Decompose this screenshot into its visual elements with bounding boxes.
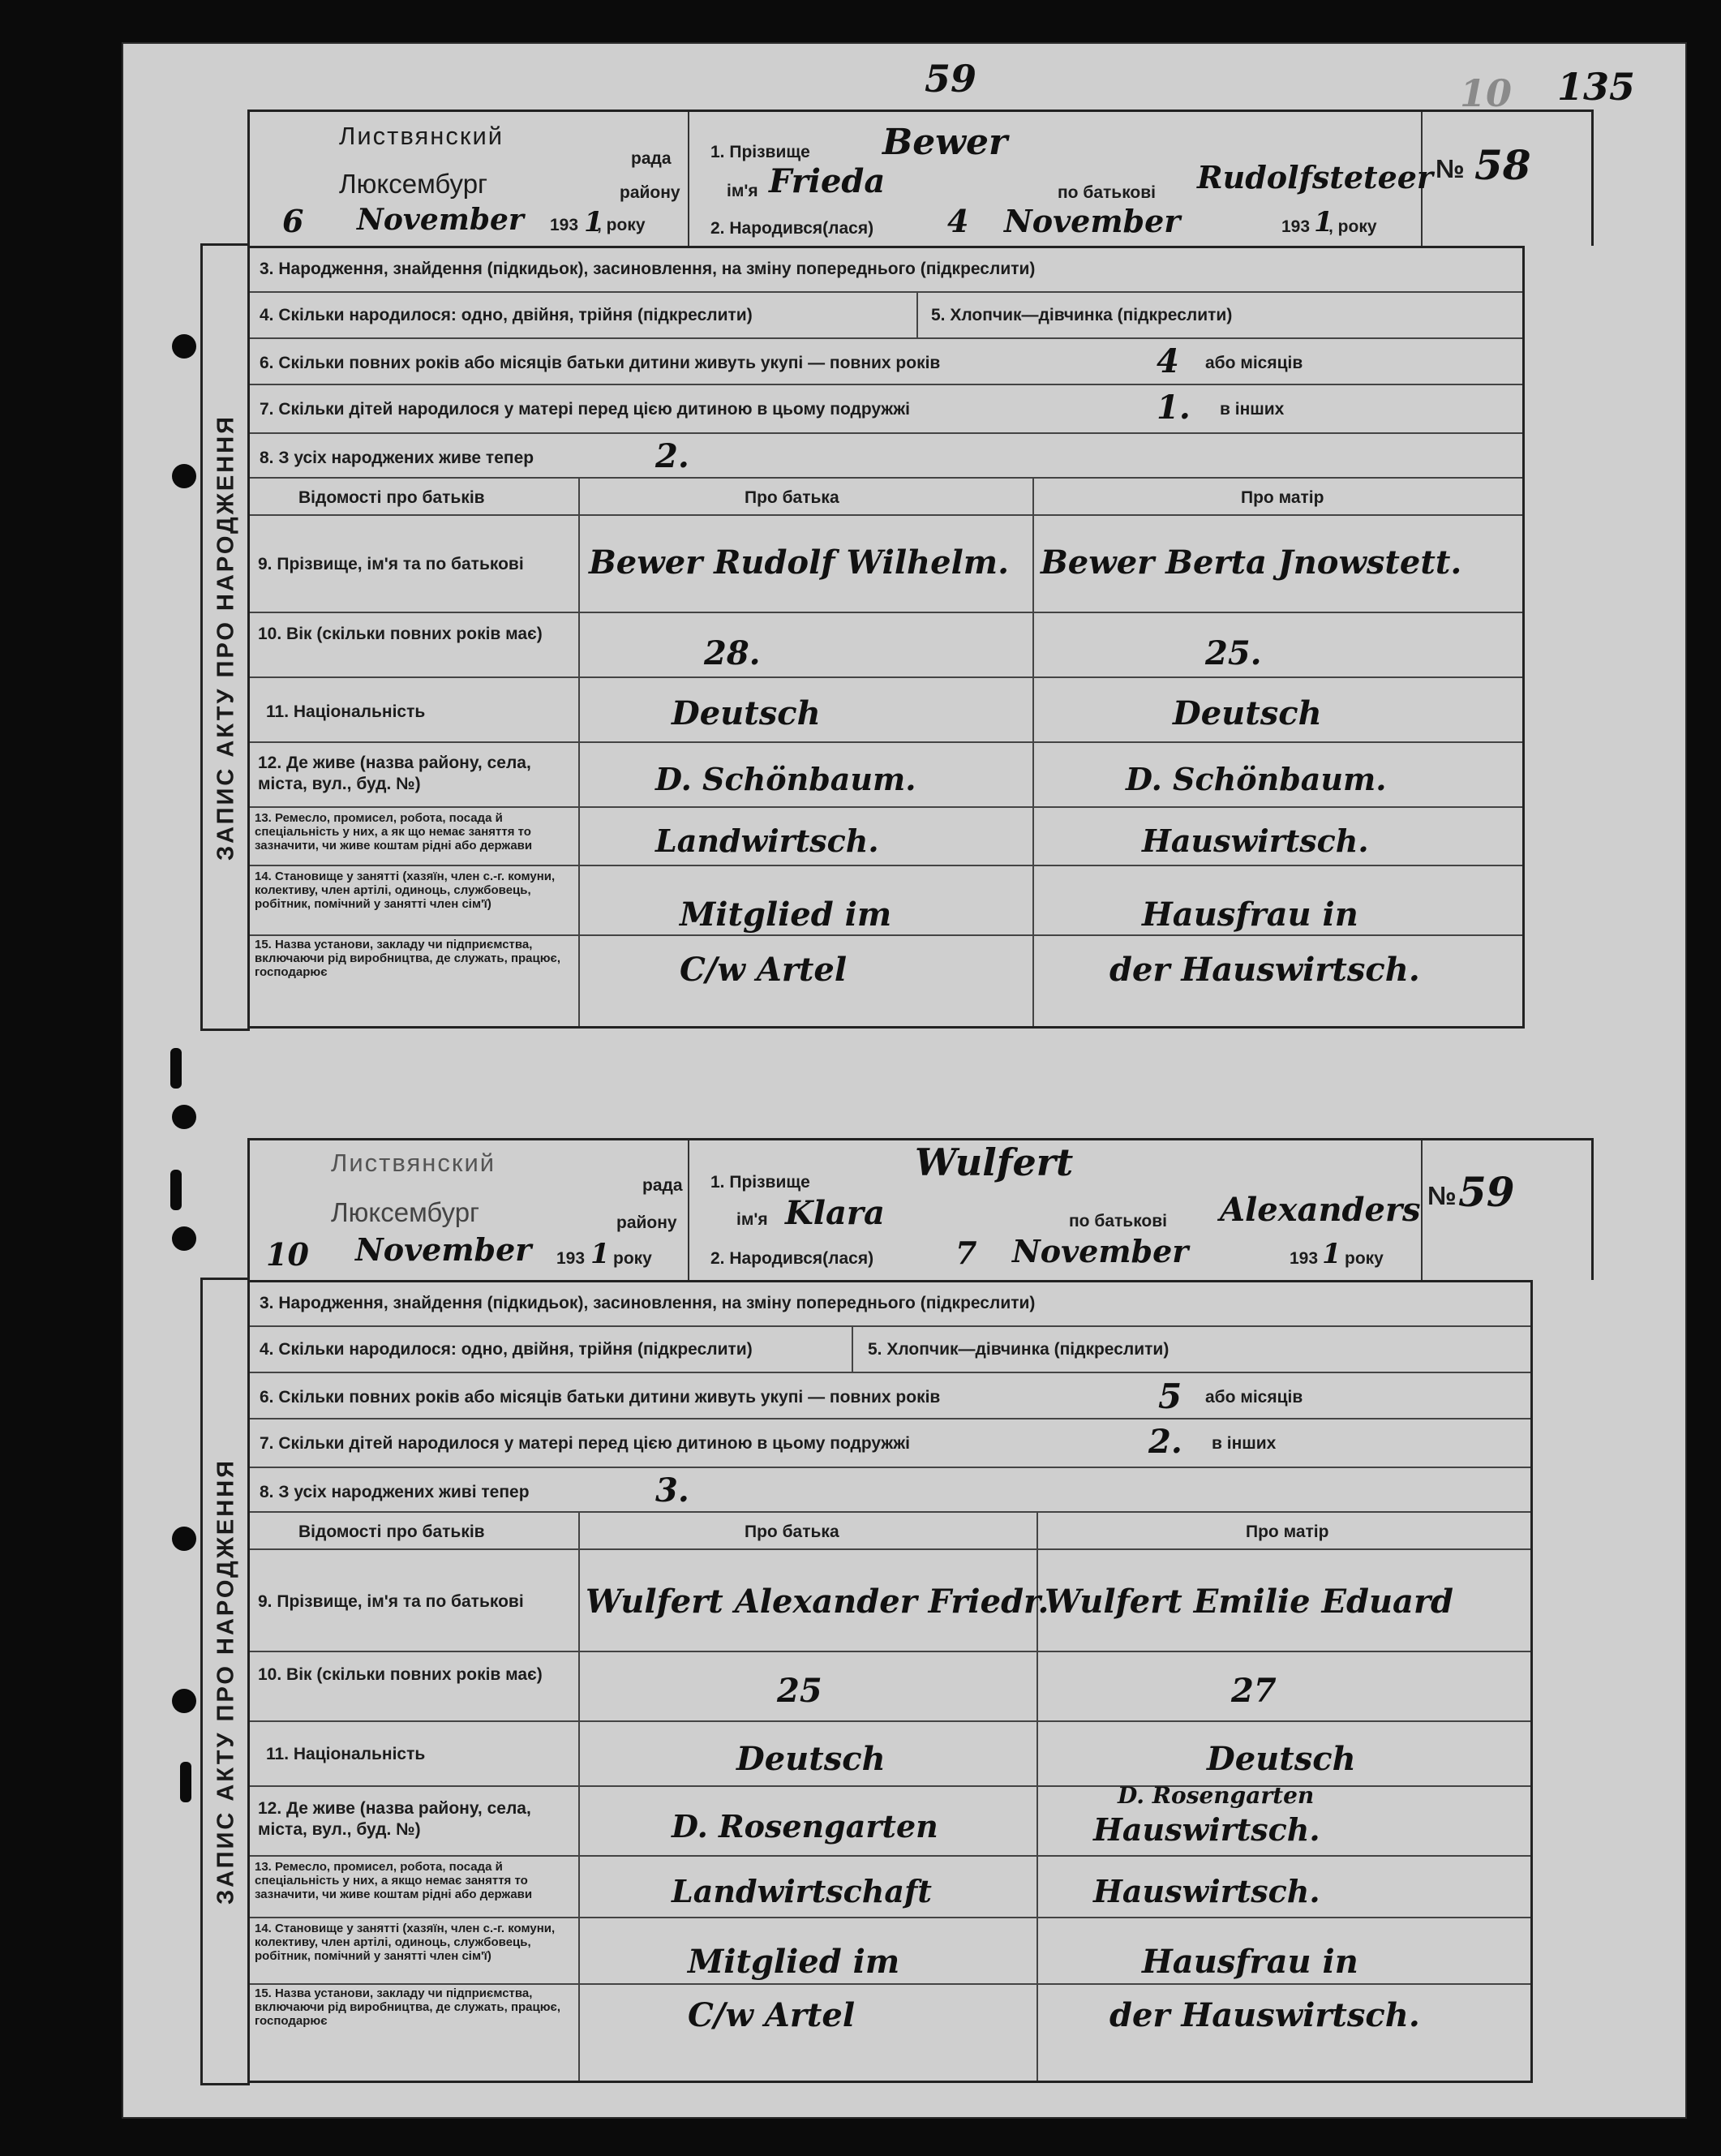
district-label: району [616,1213,677,1232]
table-row-10 [250,613,1522,678]
sidebar-title: ЗАПИС АКТУ ПРО НАРОДЖЕННЯ [212,1458,239,1905]
row-3 [250,1282,1530,1327]
archive-number: 135 [1557,65,1636,109]
row-4-text: 4. Скільки народилося: одно, двійня, трійня (підкреслити) [260,1340,753,1359]
row-6-years: 4 [1157,342,1179,380]
registration-year-label: , року [597,216,646,234]
born-day: 7 [955,1235,977,1271]
row-9-label: 9. Прізвище, ім'я та по батькові [258,1592,524,1611]
row-12-father: D. Schönbaum. [655,761,916,797]
row-10-label: 10. Вік (скільки повних років має) [258,1665,543,1684]
row-7-value: 2. [1148,1423,1182,1461]
name-label: ім'я [727,182,758,200]
row-10-mother: 27 [1231,1672,1277,1710]
table-row-9 [250,1550,1530,1652]
registration-month: November [357,203,524,237]
row-12-mother-top: D. Rosengarten [1118,1782,1315,1809]
registration-year-prefix: 193 [550,216,579,234]
row-3-text: 3. Народження, знайдення (підкидьок), засиновлення, на зміну попереднього (підкреслити) [260,260,1036,278]
row-9-mother: Wulfert Emilie Eduard [1045,1583,1453,1621]
row-5-text: 5. Хлопчик—дівчинка (підкреслити) [868,1340,1170,1359]
row-4-text: 4. Скільки народилося: одно, двійня, трійня (підкреслити) [260,306,753,324]
row-6-months-label: або місяців [1205,354,1303,372]
table-row-9 [250,516,1522,613]
row-14-father: Mitglied im [680,895,892,934]
row-6 [250,1373,1530,1419]
surname-value: Bewer [882,122,1008,163]
row-11-label: 11. Національність [266,1745,426,1763]
punch-hole [172,1105,196,1129]
sidebar-title: ЗАПИС АКТУ ПРО НАРОДЖЕННЯ [212,414,239,861]
row-4-5 [250,293,1522,339]
row-8 [250,1468,1530,1513]
row-6-months-label: або місяців [1205,1388,1303,1407]
council-label: рада [642,1176,683,1195]
row-11-label: 11. Національність [266,702,426,721]
row-10-label: 10. Вік (скільки повних років має) [258,625,543,643]
table-row-14 [250,866,1522,936]
row-8-value: 2. [655,437,689,475]
registration-year-hw: 1 [590,1238,610,1270]
row-10-mother: 25. [1205,634,1262,672]
row-15-father: C/w Artel [688,1996,856,2034]
district-value: Люксембург [339,169,488,199]
punch-hole [172,1689,196,1713]
registration-year-hw: 1 [584,206,603,238]
row-7-text: 7. Скільки дітей народилося у матері перед цією дитиною в цьому подружжі [260,400,910,419]
col-mother-header: Про матір [1246,1523,1329,1541]
record-sidebar [200,243,250,1031]
record-body [247,246,1525,1029]
record-header [247,110,1594,246]
row-6-years: 5 [1158,1376,1182,1416]
col-info-header: Відомості про батьків [298,488,485,507]
district-value: Люксембург [331,1197,480,1227]
row-3 [250,248,1522,293]
row-14-label: 14. Становище у занятті (хазяїн, член с.-г. комуни, колективу, член артілі, одиноць, службовець, робітник, помічний у занятті член сім'ї) [255,870,556,911]
row-8-value: 3. [655,1471,689,1510]
row-7-text: 7. Скільки дітей народилося у матері перед цією дитиною в цьому подружжі [260,1434,910,1453]
binding-mark [170,1170,182,1210]
binding-mark [170,1048,182,1089]
registration-year-prefix: 193 [556,1249,586,1268]
row-7-other-label: в інших [1212,1434,1277,1453]
row-9-father: Wulfert Alexander Friedr. [586,1583,1049,1621]
council-value: Листвянский [331,1149,496,1177]
row-14-label: 14. Становище у занятті (хазяїн, член с.-г. комуни, колективу, член артілі, одиноць, службовець, робітник, помічний у занятті член сім'ї) [255,1922,556,1963]
row-13-mother: Hauswirtsch. [1093,1873,1320,1909]
col-father-header: Про батька [745,488,839,507]
row-5-text: 5. Хлопчик—дівчинка (підкреслити) [931,306,1233,324]
district-label: району [620,183,680,202]
row-8-text: 8. З усіх народжених живе тепер [260,449,534,467]
row-15-mother: der Hauswirtsch. [1109,1996,1420,2034]
row-15-label: 15. Назва установи, закладу чи підприємства, включаючи рід виробництва, де служать, працює, господарює [255,1986,561,2028]
table-row-15 [250,936,1522,994]
born-year-hw: 1 [1314,206,1333,238]
punch-hole [172,464,196,488]
row-4-5 [250,1327,1530,1373]
parents-table [250,1513,1530,2081]
row-13-label: 13. Ремесло, промисел, робота, посада й спеціальність у них, а якщо немає заняття то зазначити, чи живе коштам рідні або держави [255,1860,533,1901]
row-15-mother: der Hauswirtsch. [1109,951,1420,989]
table-header-row [250,479,1522,516]
name-value: Frieda [769,162,886,200]
record-number: 58 [1474,141,1531,189]
record-number-prefix: № [1436,154,1465,183]
record-sidebar [200,1278,250,2085]
row-7-value: 1. [1157,389,1191,427]
row-10-father: 28. [704,634,761,672]
surname-value: Wulfert [915,1140,1074,1184]
row-15-label: 15. Назва установи, закладу чи підприємства, включаючи рід виробництва, де служать, працює, господарює [255,938,561,979]
row-14-mother: Hausfrau in [1142,895,1358,934]
born-day: 4 [947,203,969,239]
row-12-mother: Hauswirtsch. [1093,1811,1320,1848]
row-10-father: 25 [777,1672,822,1710]
row-7-other-label: в інших [1220,400,1285,419]
table-row-10 [250,1652,1530,1722]
row-11-father: Deutsch [672,694,821,732]
table-header-row [250,1513,1530,1550]
row-15-father: C/w Artel [680,951,848,989]
record-header [247,1138,1594,1280]
name-value: Klara [785,1194,885,1232]
birth-record-1 [212,110,1594,1029]
record-number-prefix: № [1427,1181,1457,1210]
born-year-prefix: 193 [1290,1249,1319,1268]
table-row-12 [250,743,1522,808]
row-12-label: 12. Де живе (назва району, села, міста, вул., буд. №) [258,754,531,793]
row-6-text: 6. Скільки повних років або місяців батьки дитини живуть укупі — повних років [260,354,941,372]
council-value: Листвянский [339,122,504,150]
row-6-text: 6. Скільки повних років або місяців батьки дитини живуть укупі — повних років [260,1388,941,1407]
birth-record-2 [212,1138,1594,2083]
row-9-mother: Bewer Berta Jnowstett. [1041,543,1462,582]
row-11-mother: Deutsch [1173,694,1322,732]
col-mother-header: Про матір [1241,488,1324,507]
registration-year-label: року [613,1249,652,1268]
row-9-father: Bewer Rudolf Wilhelm. [589,543,1010,582]
row-12-father: D. Rosengarten [672,1808,938,1845]
record-number: 59 [1458,1168,1515,1216]
table-row-13 [250,1857,1530,1918]
parents-table [250,479,1522,1026]
row-3-text: 3. Народження, знайдення (підкидьок), засиновлення, на зміну попереднього (підкреслити) [260,1294,1036,1312]
name-label: ім'я [736,1210,768,1229]
surname-label: 1. Прізвище [710,1173,810,1192]
row-13-label: 13. Ремесло, промисел, робота, посада й спеціальність у них, а як що немає заняття то зазначити, чи живе коштам рідні або держави [255,811,533,853]
row-12-label: 12. Де живе (назва району, села, міста, вул., буд. №) [258,1799,531,1839]
table-row-15 [250,1985,1530,2042]
record-body [247,1280,1533,2083]
table-row-14 [250,1918,1530,1985]
punch-hole [172,1527,196,1551]
row-6 [250,339,1522,385]
row-12-mother: D. Schönbaum. [1126,761,1387,797]
page-number-handwritten: 59 [925,57,977,101]
born-year-hw: 1 [1322,1238,1341,1270]
col-info-header: Відомості про батьків [298,1523,485,1541]
born-month: November [1004,203,1181,239]
table-row-11 [250,1722,1530,1787]
row-11-father: Deutsch [736,1740,886,1778]
registration-day: 10 [266,1236,309,1273]
table-row-12 [250,1782,1530,1857]
born-year-label: , року [1328,217,1377,236]
row-8-text: 8. З усіх народжених живі тепер [260,1483,530,1501]
born-month: November [1012,1233,1189,1269]
born-label: 2. Народився(лася) [710,1249,874,1268]
row-14-father: Mitglied im [688,1943,900,1981]
col-father-header: Про батька [745,1523,839,1541]
registration-month: November [355,1231,532,1268]
born-year-label: року [1345,1249,1384,1268]
born-year-prefix: 193 [1281,217,1311,236]
born-label: 2. Народився(лася) [710,219,874,238]
surname-label: 1. Прізвище [710,143,810,161]
patronymic-label: по батькові [1058,183,1156,202]
row-14-mother: Hausfrau in [1142,1943,1358,1981]
table-row-13 [250,808,1522,866]
patronymic-label: по батькові [1069,1212,1167,1230]
row-11-mother: Deutsch [1207,1740,1356,1778]
patronymic-value: Alexanders [1220,1191,1421,1229]
archive-number-faded: 10 [1460,71,1513,115]
row-7 [250,385,1522,434]
punch-hole [172,334,196,359]
registration-day: 6 [282,203,304,239]
punch-hole [172,1226,196,1251]
row-7 [250,1419,1530,1468]
table-row-11 [250,678,1522,743]
council-label: рада [631,149,672,168]
row-13-mother: Hauswirtsch. [1142,822,1369,859]
binding-mark [180,1762,191,1802]
row-13-father: Landwirtschaft [672,1873,932,1909]
row-9-label: 9. Прізвище, ім'я та по батькові [258,555,524,573]
row-8 [250,434,1522,479]
row-13-father: Landwirtsch. [655,822,879,859]
patronymic-value: Rudolfsteteer [1197,159,1433,195]
